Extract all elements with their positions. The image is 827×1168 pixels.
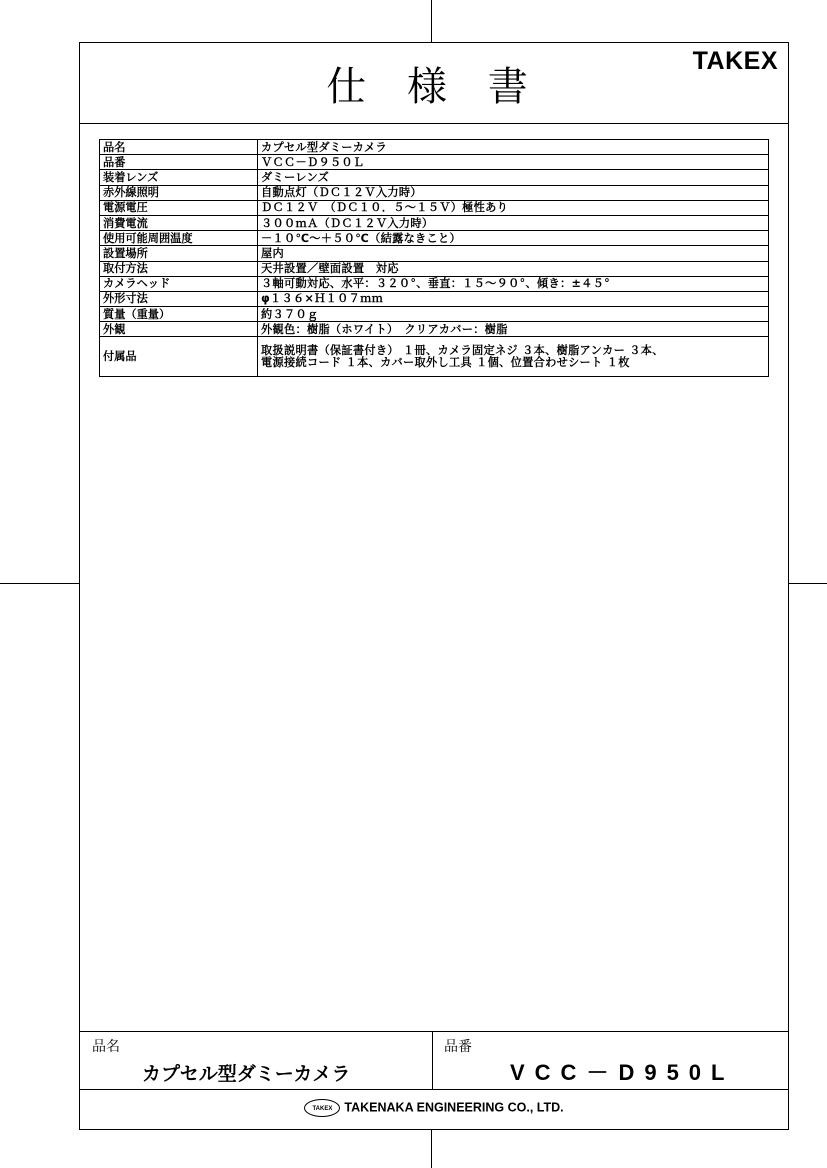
spec-value-line: 電源接続コード １本、カバー取外し工具 １個、位置合わせシート １枚 xyxy=(261,355,630,369)
spec-sheet xyxy=(79,42,789,1130)
spec-label: 質量（重量） xyxy=(100,307,258,322)
table-row xyxy=(100,170,769,185)
spec-label: 設置場所 xyxy=(100,246,258,261)
crop-mark-bottom xyxy=(431,1130,432,1168)
table-row xyxy=(100,200,769,215)
spec-value xyxy=(258,337,769,377)
table-row xyxy=(100,276,769,291)
table-row xyxy=(100,261,769,276)
spec-value: 自動点灯（ＤＣ１２Ｖ入力時） xyxy=(258,185,769,200)
company-logo: TAKEX xyxy=(304,1099,340,1117)
footer-product-row xyxy=(80,1031,788,1090)
table-row xyxy=(100,291,769,306)
company-line xyxy=(80,1099,788,1117)
footer xyxy=(80,1031,788,1129)
spec-value: ３軸可動対応、水平：３２０°、垂直：１５～９０°、傾き：±４５° xyxy=(258,276,769,291)
spec-label: 赤外線照明 xyxy=(100,185,258,200)
spec-value: ダミーレンズ xyxy=(258,170,769,185)
spec-value: 屋内 xyxy=(258,246,769,261)
spec-label: 外観 xyxy=(100,322,258,337)
spec-value: カプセル型ダミーカメラ xyxy=(258,140,769,155)
spec-value: 外観色：樹脂（ホワイト） クリアカバー：樹脂 xyxy=(258,322,769,337)
table-row xyxy=(100,246,769,261)
crop-mark-left xyxy=(0,583,79,584)
table-row xyxy=(100,307,769,322)
spec-table xyxy=(99,139,769,377)
crop-mark-top xyxy=(431,0,432,42)
footer-number-value: VCC－D950L xyxy=(510,1060,735,1085)
spec-label: 電源電圧 xyxy=(100,200,258,215)
spec-label: 使用可能周囲温度 xyxy=(100,231,258,246)
footer-name-label: 品名 xyxy=(92,1039,120,1055)
spec-label: 装着レンズ xyxy=(100,170,258,185)
spec-label: 付属品 xyxy=(100,337,258,377)
spec-label: 消費電流 xyxy=(100,215,258,230)
spec-value: φ１３６×Ｈ１０７ｍｍ xyxy=(258,291,769,306)
spec-value: ３００ｍＡ（ＤＣ１２Ｖ入力時） xyxy=(258,215,769,230)
table-row xyxy=(100,231,769,246)
page-title: 仕 様 書 xyxy=(326,64,542,110)
spec-label: カメラヘッド xyxy=(100,276,258,291)
spec-value: ＶＣＣ－Ｄ９５０Ｌ xyxy=(258,155,769,170)
table-row xyxy=(100,337,769,377)
table-row xyxy=(100,215,769,230)
header xyxy=(80,43,788,124)
table-row xyxy=(100,140,769,155)
table-row xyxy=(100,185,769,200)
footer-divider xyxy=(432,1032,433,1089)
table-row xyxy=(100,322,769,337)
spec-label: 品名 xyxy=(100,140,258,155)
footer-number-label: 品番 xyxy=(444,1039,472,1055)
spec-value: 約３７０ｇ xyxy=(258,307,769,322)
table-row xyxy=(100,155,769,170)
crop-mark-right xyxy=(789,583,827,584)
spec-label: 外形寸法 xyxy=(100,291,258,306)
spec-value: ＤＣ１２Ｖ （ＤＣ１０．５～１５Ｖ）極性あり xyxy=(258,200,769,215)
company-name: TAKENAKA ENGINEERING CO., LTD. xyxy=(344,1100,564,1115)
spec-value-line: 取扱説明書（保証書付き） １冊、カメラ固定ネジ ３本、樹脂アンカー ３本、 xyxy=(261,343,664,357)
spec-value: －１０℃～＋５０℃（結露なきこと） xyxy=(258,231,769,246)
spec-label: 品番 xyxy=(100,155,258,170)
footer-name-value: カプセル型ダミーカメラ xyxy=(142,1063,351,1085)
brand-logo: TAKEX xyxy=(692,47,778,75)
spec-value: 天井設置／壁面設置 対応 xyxy=(258,261,769,276)
spec-label: 取付方法 xyxy=(100,261,258,276)
